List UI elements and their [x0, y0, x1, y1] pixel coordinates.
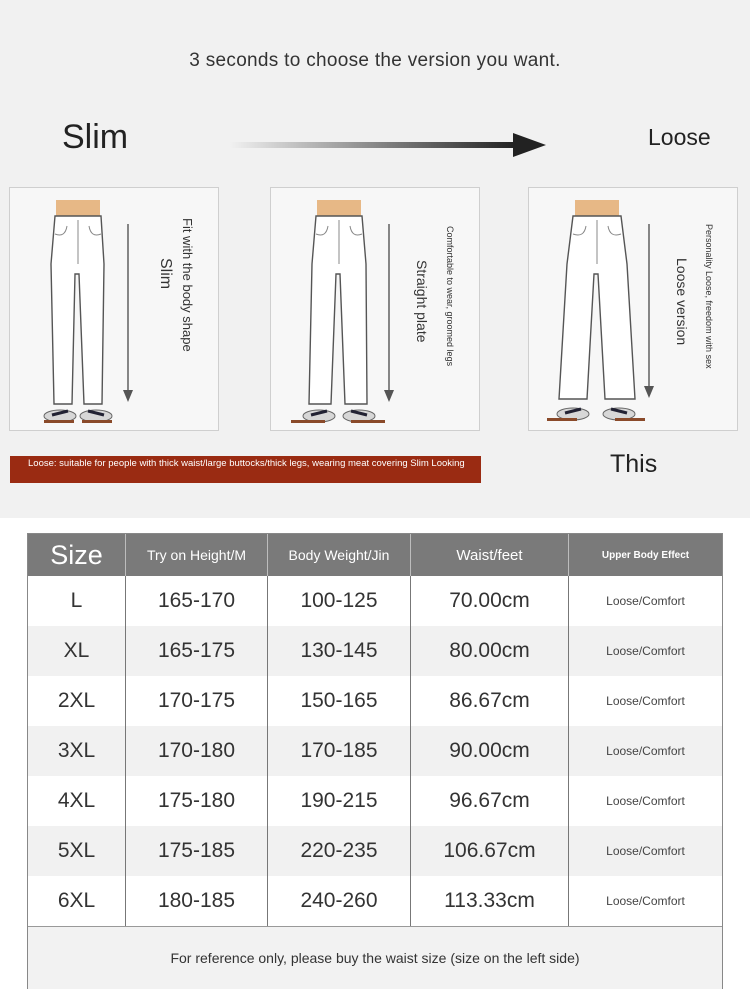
size-cell: 5XL	[28, 826, 126, 876]
waist-cell: 80.00cm	[411, 626, 569, 676]
weight-cell: 240-260	[268, 876, 411, 926]
weight-cell: 170-185	[268, 726, 411, 776]
size-cell: 3XL	[28, 726, 126, 776]
height-cell: 170-175	[126, 676, 268, 726]
size-cell: 6XL	[28, 876, 126, 926]
size-cell: 4XL	[28, 776, 126, 826]
table-row	[28, 826, 722, 876]
table-body	[28, 576, 722, 926]
loose-pants-icon	[539, 194, 659, 430]
loose-label: Loose	[648, 124, 711, 150]
waist-cell: 90.00cm	[411, 726, 569, 776]
slim-to-loose-arrow-icon	[230, 130, 546, 160]
height-cell: 180-185	[126, 876, 268, 926]
upper-body-cell: Loose/Comfort	[606, 794, 685, 808]
weight-cell: 150-165	[268, 676, 411, 726]
height-cell: 165-170	[126, 576, 268, 626]
waist-cell: 70.00cm	[411, 576, 569, 626]
table-row	[28, 776, 722, 826]
height-cell: 170-180	[126, 726, 268, 776]
header-size: Size	[28, 534, 126, 576]
this-pointer-label: This	[610, 450, 658, 478]
size-chart-table	[27, 533, 723, 989]
size-cell: XL	[28, 626, 126, 676]
upper-body-cell: Loose/Comfort	[606, 844, 685, 858]
table-header	[28, 534, 722, 576]
slim-title: Slim	[157, 258, 174, 290]
table-row	[28, 876, 722, 926]
table-row	[28, 676, 722, 726]
waist-cell: 106.67cm	[411, 826, 569, 876]
table-row	[28, 726, 722, 776]
header-height: Try on Height/M	[126, 534, 268, 576]
waist-cell: 113.33cm	[411, 876, 569, 926]
loose-fit-banner: Loose: suitable for people with thick waist/large buttocks/thick legs, wearing meat covering Slim Looking	[10, 456, 481, 483]
waist-cell: 86.67cm	[411, 676, 569, 726]
waist-cell: 96.67cm	[411, 776, 569, 826]
weight-cell: 100-125	[268, 576, 411, 626]
straight-pants-icon	[281, 194, 401, 430]
upper-body-cell: Loose/Comfort	[606, 594, 685, 608]
weight-cell: 130-145	[268, 626, 411, 676]
height-cell: 165-175	[126, 626, 268, 676]
upper-body-cell: Loose/Comfort	[606, 894, 685, 908]
loose-title: Loose version	[674, 258, 690, 346]
size-cell: 2XL	[28, 676, 126, 726]
slim-fit-card	[9, 187, 219, 431]
table-footer-note: For reference only, please buy the waist size (size on the left side)	[28, 926, 722, 989]
header-weight: Body Weight/Jin	[268, 534, 411, 576]
weight-cell: 220-235	[268, 826, 411, 876]
height-cell: 175-185	[126, 826, 268, 876]
straight-title: Straight plate	[414, 260, 430, 343]
height-cell: 175-180	[126, 776, 268, 826]
table-row	[28, 576, 722, 626]
header-upper-body: Upper Body Effect	[601, 549, 690, 561]
upper-body-cell: Loose/Comfort	[606, 694, 685, 708]
loose-fit-card	[528, 187, 738, 431]
size-cell: L	[28, 576, 126, 626]
straight-description: Comfortable to wear, groomed legs	[445, 226, 455, 367]
weight-cell: 190-215	[268, 776, 411, 826]
straight-fit-card	[270, 187, 480, 431]
header-waist: Waist/feet	[411, 534, 569, 576]
slim-label: Slim	[62, 118, 129, 156]
upper-body-cell: Loose/Comfort	[606, 744, 685, 758]
slim-description: Fit with the body shape	[180, 218, 195, 352]
upper-body-cell: Loose/Comfort	[606, 644, 685, 658]
loose-description: Personality Loose, freedom with sex	[704, 224, 714, 369]
table-row	[28, 626, 722, 676]
slim-pants-icon	[20, 194, 140, 430]
fit-headline: 3 seconds to choose the version you want.	[189, 50, 561, 71]
